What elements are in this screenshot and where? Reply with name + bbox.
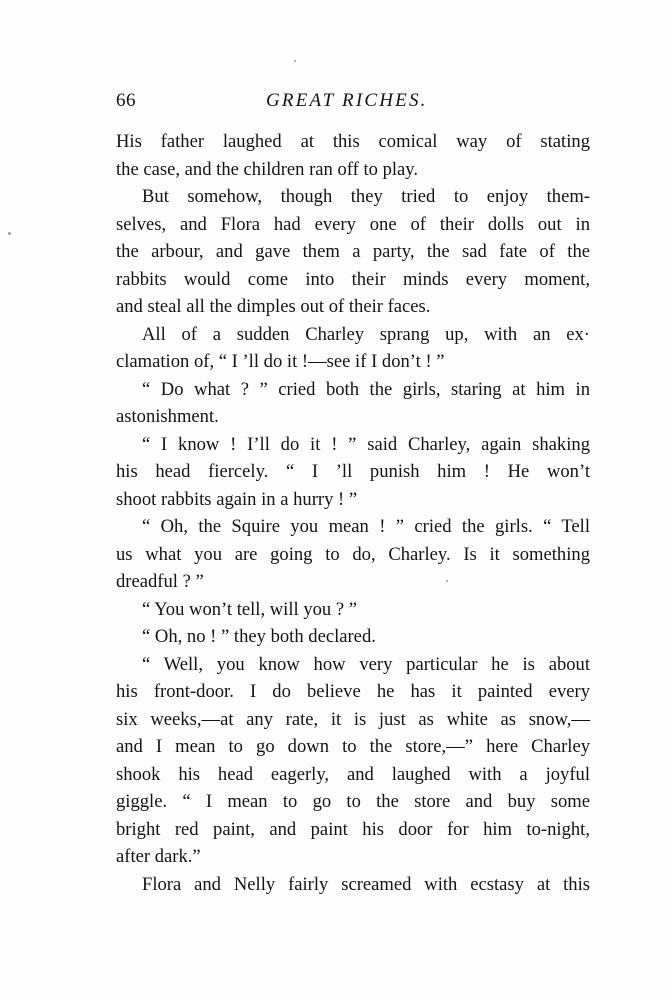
text-line: All of a sudden Charley sprang up, with an ex· xyxy=(142,323,590,345)
text-line: giggle. “ I mean to go to the store and buy some xyxy=(116,791,590,812)
text-line: “ I know ! I’ll do it ! ” said Charley, again shaking xyxy=(142,433,590,455)
page-number: 66 xyxy=(116,90,136,111)
text-line: astonishment. xyxy=(116,406,219,427)
text-line: bright red paint, and paint his door for him to-night, xyxy=(116,818,590,840)
paper-speck xyxy=(294,60,296,62)
text-line: and steal all the dimples out of their faces. xyxy=(116,296,431,317)
text-line: shook his head eagerly, and laughed with a joyful xyxy=(116,763,590,785)
text-line: selves, and Flora had every one of their dolls out in xyxy=(116,213,590,235)
paper-speck xyxy=(8,232,11,235)
text-line: “ Do what ? ” cried both the girls, staring at him in xyxy=(142,378,590,400)
text-line: dreadful ? ” xyxy=(116,571,204,592)
text-line: the case, and the children ran off to play. xyxy=(116,158,419,180)
text-line: six weeks,—at any rate, it is just as white as snow,— xyxy=(116,708,590,730)
body-text xyxy=(116,128,590,898)
text-line: shoot rabbits again in a hurry ! ” xyxy=(116,488,358,510)
text-line: But somehow, though they tried to enjoy them- xyxy=(142,186,590,207)
text-line: “ Oh, the Squire you mean ! ” cried the girls. “ Tell xyxy=(142,516,590,537)
text-line: “ You won’t tell, will you ? ” xyxy=(142,598,358,620)
text-line: Flora and Nelly fairly screamed with ecstasy at this xyxy=(142,873,590,895)
running-head: GREAT RICHES. xyxy=(266,90,428,111)
text-line: rabbits would come into their minds every moment, xyxy=(116,268,590,290)
text-line: his front-door. I do believe he has it painted every xyxy=(116,681,590,702)
page-header xyxy=(116,90,590,116)
text-line: and I mean to go down to the store,—” here Charley xyxy=(116,736,590,757)
text-line: us what you are going to do, Charley. Is it something xyxy=(116,543,590,565)
text-line: after dark.” xyxy=(116,846,201,867)
text-line: his head fiercely. “ I ’ll punish him ! He won’t xyxy=(116,461,590,482)
paper-speck xyxy=(446,580,448,582)
text-line: His father laughed at this comical way of stating xyxy=(116,131,590,152)
text-line: clamation of, “ I ’ll do it !—see if I don’t ! ” xyxy=(116,351,445,372)
text-line: “ Oh, no ! ” they both declared. xyxy=(142,626,376,647)
text-line: the arbour, and gave them a party, the sad fate of the xyxy=(116,241,590,262)
text-line: “ Well, you know how very particular he is about xyxy=(142,653,590,675)
